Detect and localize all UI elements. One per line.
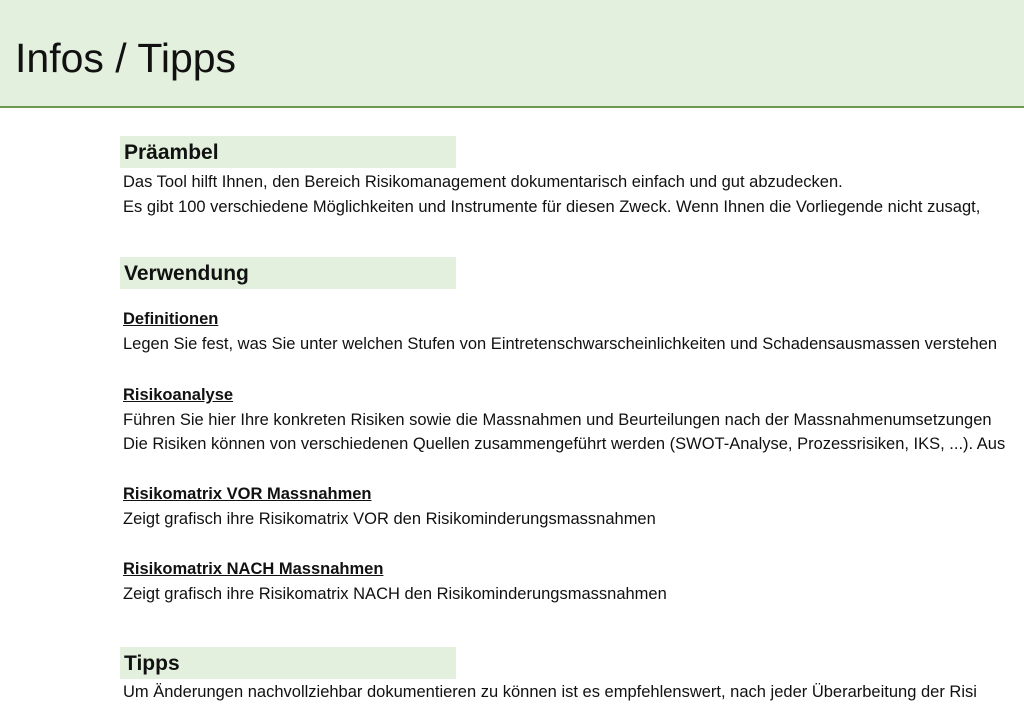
risikoanalyse-line-1: Führen Sie hier Ihre konkreten Risiken sowie die Massnahmen und Beurteilungen nach der Massnahmenumsetzungen bbox=[123, 411, 992, 429]
page-header bbox=[0, 0, 1024, 108]
praeambel-line-1: Das Tool hilft Ihnen, den Bereich Risikomanagement dokumentarisch einfach und gut abzudecken. bbox=[123, 173, 843, 191]
tipps-line-1: Um Änderungen nachvollziehbar dokumentieren zu können ist es empfehlenswert, nach jeder Überarbeitung der Risi bbox=[123, 683, 977, 701]
subheading-matrix-vor: Risikomatrix VOR Massnahmen bbox=[123, 485, 372, 503]
matrix-nach-line-1: Zeigt grafisch ihre Risikomatrix NACH den Risikominderungsmassnahmen bbox=[123, 585, 667, 603]
subheading-matrix-nach: Risikomatrix NACH Massnahmen bbox=[123, 560, 384, 578]
definitionen-line-1: Legen Sie fest, was Sie unter welchen Stufen von Eintretenschwarscheinlichkeiten und Schadensausmassen verstehen bbox=[123, 335, 998, 353]
page-title: Infos / Tipps bbox=[15, 35, 237, 81]
section-heading-praeambel: Präambel bbox=[120, 136, 456, 168]
section-heading-tipps: Tipps bbox=[120, 647, 456, 679]
subheading-risikoanalyse: Risikoanalyse bbox=[123, 386, 234, 404]
praeambel-line-2: Es gibt 100 verschiedene Möglichkeiten und Instrumente für diesen Zweck. Wenn Ihnen die Vorliegende nicht zusagt, bbox=[123, 198, 981, 216]
section-heading-verwendung: Verwendung bbox=[120, 257, 456, 289]
sheet-content bbox=[0, 110, 1024, 712]
risikoanalyse-line-2: Die Risiken können von verschiedenen Quellen zusammengeführt werden (SWOT-Analyse, Prozessrisiken, IKS, ...). Aus bbox=[123, 435, 1006, 453]
subheading-definitionen: Definitionen bbox=[123, 310, 219, 328]
matrix-vor-line-1: Zeigt grafisch ihre Risikomatrix VOR den Risikominderungsmassnahmen bbox=[123, 510, 656, 528]
